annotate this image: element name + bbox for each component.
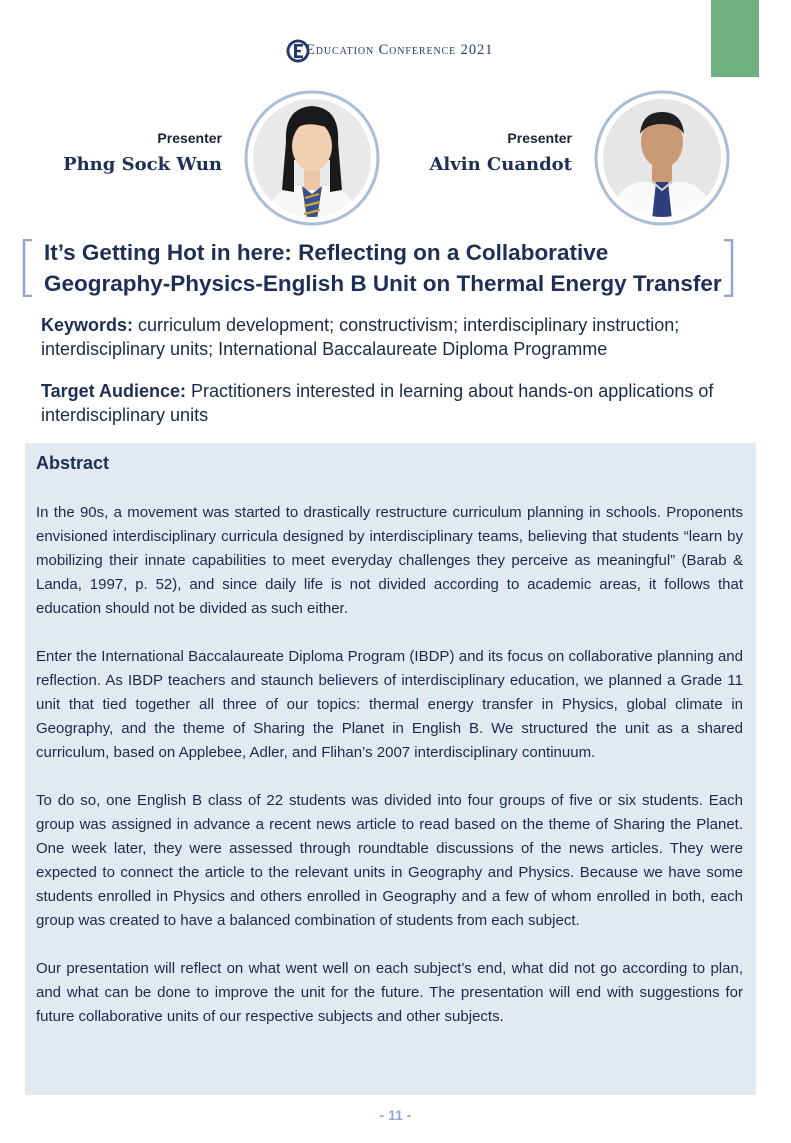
abstract-body (36, 501, 743, 1029)
target-audience (41, 379, 761, 427)
presentation-title-block (22, 237, 734, 297)
keywords-value: curriculum development; constructivism; interdisciplinary instruction; interdisciplinary units; International Baccalaureate Diploma Programme (41, 315, 680, 359)
abstract-paragraph: Our presentation will reflect on what went well on each subject’s end, what did not go according to plan, and what can be done to improve the unit for the future. The presentation will end with suggestions for future collaborative units of our respective subjects and other subjects. (36, 960, 743, 1025)
keywords (41, 313, 761, 361)
page-number: - 11 - (379, 1107, 412, 1123)
conference-title: Education Conference 2021 (306, 42, 494, 58)
target-audience-label: Target Audience: (41, 381, 187, 401)
left-bracket-icon (22, 239, 34, 297)
right-bracket-icon (722, 239, 734, 297)
presenter-card (40, 90, 380, 230)
abstract-paragraph: Enter the International Baccalaureate Diploma Program (IBDP) and its focus on collaborative planning and reflection. As IBDP teachers and staunch believers of interdisciplinary education, we planned a Grade 11 unit that tied together all three of our topics: thermal energy transfer in Physics, global climate in Geography, and the theme of Sharing the Planet in English B. We structured the unit as a shared curriculum, based on Applebee, Adler, and Flihan’s 2007 interdisciplinary continuum. (36, 648, 743, 761)
female-portrait-icon (244, 90, 380, 226)
presentation-title: It’s Getting Hot in here: Reflecting on a Collaborative Geography-Physics-English B Unit on Thermal Energy Transfer (44, 240, 722, 296)
presenter-role: Presenter (507, 130, 572, 146)
conference-header (0, 36, 791, 68)
abstract-paragraph: In the 90s, a movement was started to drastically restructure curriculum planning in schools. Proponents envisioned interdisciplinary curricula designed by interdisciplinary teams, believing that students “learn by mobilizing their innate capabilities to meet everyday challenges they perceive as meaningful” (Barab & Landa, 1997, p. 52), and since daily life is not divided according to academic areas, it follows that education should not be divided as such either. (36, 504, 743, 617)
male-portrait-icon (594, 90, 730, 226)
abstract-heading: Abstract (36, 453, 110, 473)
target-audience-value: Practitioners interested in learning about hands-on applications of interdisciplinary units (41, 381, 714, 425)
presenter-card (400, 90, 730, 230)
abstract-section (25, 443, 756, 1095)
keywords-label: Keywords: (41, 315, 134, 335)
presenter-name: Alvin Cuandot (429, 154, 572, 175)
presenter-role: Presenter (157, 130, 222, 146)
presenter-name: Phng Sock Wun (63, 154, 222, 175)
abstract-paragraph: To do so, one English B class of 22 students was divided into four groups of five or six students. Each group was assigned in advance a recent news article to read based on the theme of Sharing the Planet. One week later, they were assessed through roundtable discussions of the news articles. They were expected to connect the article to the relevant units in Geography and Physics. Because we have some students enrolled in Physics and others enrolled in Geography and a few of whom enrolled in both, each group was created to have a balanced combination of students from each subject. (36, 792, 743, 929)
